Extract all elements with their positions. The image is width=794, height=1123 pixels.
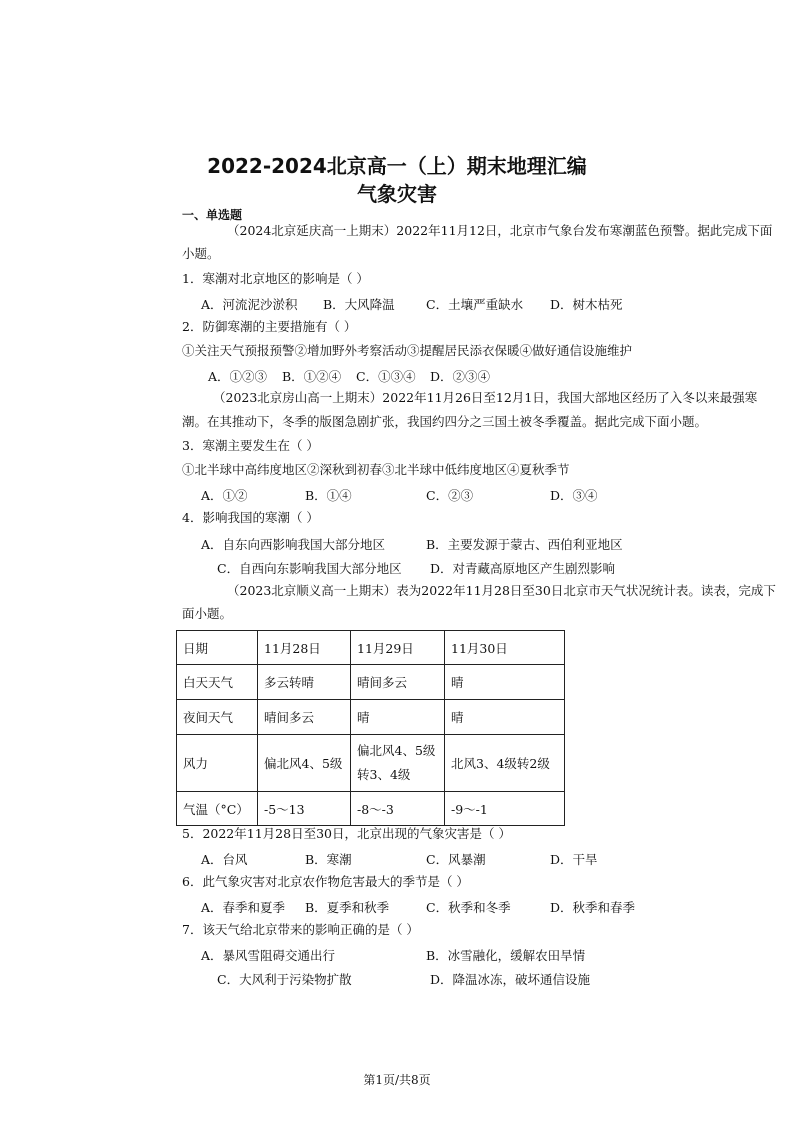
table-row xyxy=(177,631,565,665)
table-cell: 晴 xyxy=(445,665,565,700)
question-7-option-c[interactable]: C．大风利于污染物扩散 xyxy=(217,972,352,987)
question-5-option-b[interactable]: B．寒潮 xyxy=(305,852,352,867)
document-subtitle: 气象灾害 xyxy=(357,182,437,206)
question-1-option-c[interactable]: C．土壤严重缺水 xyxy=(426,297,524,312)
question-2-option-d[interactable]: D．②③④ xyxy=(430,369,491,384)
question-2-items: ①关注天气预报预警②增加野外考察活动③提醒居民添衣保暖④做好通信设施维护 xyxy=(182,343,633,358)
table-row-header: 风力 xyxy=(177,735,258,792)
table-row-header: 白天天气 xyxy=(177,665,258,700)
section-heading: 一、单选题 xyxy=(182,208,243,222)
intro-3-line-2: 面小题。 xyxy=(182,606,233,621)
question-3-option-c[interactable]: C．②③ xyxy=(426,488,474,503)
intro-2-line-1: （2023北京房山高一上期末）2022年11月26日至12月1日，我国大部地区经历了入冬以来最强寒 xyxy=(213,390,758,405)
question-1-stem: 1．寒潮对北京地区的影响是（ ） xyxy=(182,271,369,286)
question-6-option-d[interactable]: D．秋季和春季 xyxy=(550,900,636,915)
intro-2-line-2: 潮。在其推动下，冬季的版图急剧扩张，我国约四分之三国土被冬季覆盖。据此完成下面小题。 xyxy=(182,414,708,429)
question-1-option-a[interactable]: A．河流泥沙淤积 xyxy=(201,297,298,312)
table-cell: 11月29日 xyxy=(351,631,445,665)
table-cell: 晴 xyxy=(445,700,565,735)
question-2-option-b[interactable]: B．①②④ xyxy=(282,369,342,384)
table-row xyxy=(177,735,565,792)
table-cell: 晴间多云 xyxy=(258,700,351,735)
weather-table xyxy=(176,630,565,826)
table-row-header: 日期 xyxy=(177,631,258,665)
question-6-option-b[interactable]: B．夏季和秋季 xyxy=(305,900,390,915)
document-title: 2022-2024北京高一（上）期末地理汇编 xyxy=(207,154,587,178)
question-1-option-b[interactable]: B．大风降温 xyxy=(323,297,395,312)
question-6-option-a[interactable]: A．春季和夏季 xyxy=(201,900,286,915)
table-cell: 偏北风4、5级 xyxy=(258,735,351,792)
question-5-stem: 5．2022年11月28日至30日，北京出现的气象灾害是（ ） xyxy=(182,826,511,841)
question-2-option-a[interactable]: A．①②③ xyxy=(208,369,268,384)
table-cell: -9～-1 xyxy=(445,792,565,826)
question-3-items: ①北半球中高纬度地区②深秋到初春③北半球中低纬度地区④夏秋季节 xyxy=(182,462,570,477)
question-4-option-d[interactable]: D．对青藏高原地区产生剧烈影响 xyxy=(430,561,616,576)
table-cell: -8～-3 xyxy=(351,792,445,826)
table-cell-line: 转3、4级 xyxy=(357,767,411,782)
table-cell: -5～13 xyxy=(258,792,351,826)
question-1-option-d[interactable]: D．树木枯死 xyxy=(550,297,623,312)
question-3-option-b[interactable]: B．①④ xyxy=(305,488,352,503)
question-4-option-a[interactable]: A．自东向西影响我国大部分地区 xyxy=(201,537,386,552)
question-4-option-c[interactable]: C．自西向东影响我国大部分地区 xyxy=(217,561,402,576)
question-6-stem: 6．此气象灾害对北京农作物危害最大的季节是（ ） xyxy=(182,874,469,889)
table-row-header: 夜间天气 xyxy=(177,700,258,735)
question-2-option-c[interactable]: C．①③④ xyxy=(356,369,416,384)
question-3-option-d[interactable]: D．③④ xyxy=(550,488,598,503)
intro-3-line-1: （2023北京顺义高一上期末）表为2022年11月28日至30日北京市天气状况统计表。读表，完成下 xyxy=(227,583,776,598)
table-cell: 11月28日 xyxy=(258,631,351,665)
question-5-option-a[interactable]: A．台风 xyxy=(201,852,248,867)
question-7-option-d[interactable]: D．降温冰冻，破坏通信设施 xyxy=(430,972,591,987)
question-2-stem: 2．防御寒潮的主要措施有（ ） xyxy=(182,319,357,334)
question-5-option-c[interactable]: C．风暴潮 xyxy=(426,852,486,867)
table-cell: 北风3、4级转2级 xyxy=(445,735,565,792)
table-cell-line: 偏北风4、5级 xyxy=(357,743,436,758)
question-7-option-a[interactable]: A．暴风雪阻碍交通出行 xyxy=(201,948,336,963)
table-row xyxy=(177,792,565,826)
question-4-stem: 4．影响我国的寒潮（ ） xyxy=(182,510,319,525)
table-cell: 晴间多云 xyxy=(351,665,445,700)
table-cell: 多云转晴 xyxy=(258,665,351,700)
intro-1-line-2: 小题。 xyxy=(182,246,220,261)
table-cell: 晴 xyxy=(351,700,445,735)
question-7-stem: 7．该天气给北京带来的影响正确的是（ ） xyxy=(182,922,419,937)
question-6-option-c[interactable]: C．秋季和冬季 xyxy=(426,900,511,915)
question-3-option-a[interactable]: A．①② xyxy=(201,488,248,503)
question-3-stem: 3．寒潮主要发生在（ ） xyxy=(182,438,319,453)
question-5-option-d[interactable]: D．干旱 xyxy=(550,852,598,867)
table-row xyxy=(177,700,565,735)
question-7-option-b[interactable]: B．冰雪融化，缓解农田旱情 xyxy=(426,948,586,963)
question-4-option-b[interactable]: B．主要发源于蒙古、西伯利亚地区 xyxy=(426,537,623,552)
table-cell xyxy=(351,735,445,792)
page-footer: 第1页/共8页 xyxy=(363,1073,431,1087)
intro-1-line-1: （2024北京延庆高一上期末）2022年11月12日，北京市气象台发布寒潮蓝色预警。据此完成下面 xyxy=(227,223,773,238)
table-cell: 11月30日 xyxy=(445,631,565,665)
table-row xyxy=(177,665,565,700)
table-row-header: 气温（°C） xyxy=(177,792,258,826)
